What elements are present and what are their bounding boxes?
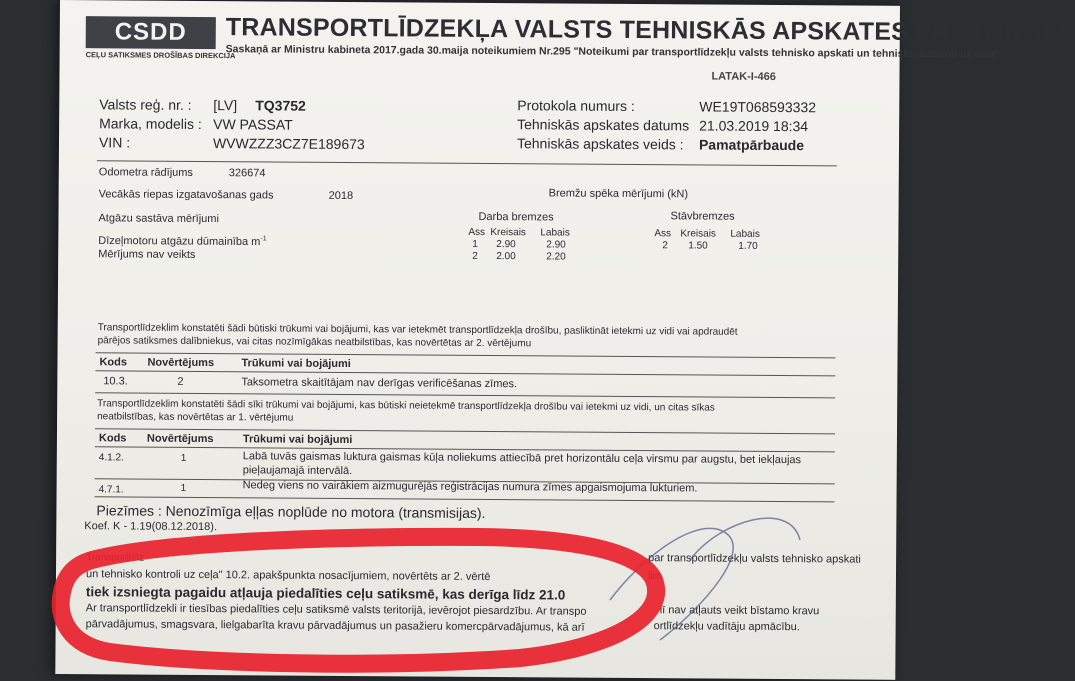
service-r1-axle: 1 [472, 238, 478, 250]
minor-col-code: Kods [98, 432, 127, 445]
minor-row-1-defect-line-2: pieļaujamajā intervālā. [242, 464, 353, 478]
conclusion-line-5b: ortlīdzekļu vadītāju apmācību. [653, 620, 800, 634]
accreditation-stamp: LATAK-I-466 [711, 70, 776, 83]
notes-text: Piezīmes : Nenozīmīga eļļas noplūde no motora (transmisijas). [96, 502, 486, 521]
reg-country: [LV] [213, 97, 238, 114]
odometer-label: Odometra rādījums [98, 166, 193, 179]
minor-intro-line-2: neatbilstības, kas novērtētas ar 1. vērtējumu [97, 411, 294, 424]
major-row-grade: 2 [177, 375, 184, 388]
diesel-smoke-label: Dīzeļmotoru atgāzu dūmainība $m^{-1}$ [98, 234, 267, 249]
service-col-left: Kreisais [490, 227, 527, 239]
divider [97, 160, 837, 166]
service-brakes-title: Darba bremzes [478, 210, 554, 224]
parking-col-axle: Ass [654, 228, 672, 240]
divider [95, 392, 835, 398]
minor-row-2-code: 4.7.1. [98, 484, 124, 496]
protocol-number-label: Protokola numurs : [517, 97, 635, 115]
service-r2-right: 2.20 [546, 251, 566, 263]
inspection-date-label: Tehniskās apskates datums [517, 116, 690, 134]
make-model-label: Marka, modelis : [99, 115, 202, 132]
service-col-axle: Ass [468, 226, 486, 238]
parking-r1-left: 1.50 [688, 240, 708, 252]
document-subtitle: Saskaņā ar Ministru kabineta 2017.gada 30.maija noteikumiem Nr.295 "Noteikumi par transportlīdzekļu valsts tehnisko apskati un tehnisko kontroli uz ceļa" [225, 43, 1001, 61]
brakes-title: Bremžu spēka mērījumi (kN) [548, 187, 689, 201]
major-intro-line-1: Transportlīdzeklim konstatēti šādi būtiski trūkumi vai bojājumi, kas var ietekmēt transportlīdzekļa drošību, pasliktināt ietekmi uz vidi vai apdraudēt [97, 322, 738, 338]
tyres-year-value: 2018 [328, 189, 354, 203]
service-r1-right: 2.90 [546, 239, 566, 251]
major-row-defect: Taksometra skaitītājam nav derīgas verificēšanas zīmes. [241, 376, 518, 391]
vin-value: WVWZZZ3CZ7E189673 [212, 135, 365, 153]
inspection-type-label: Tehniskās apskates veids : [516, 135, 684, 153]
vin-label: VIN : [98, 134, 131, 151]
parking-r1-right: 1.70 [738, 240, 758, 252]
major-row-code: 10.3. [103, 375, 128, 388]
inspection-date-value: 21.03.2019 18:34 [699, 117, 809, 135]
parking-brakes-title: Stāvbremzes [670, 210, 735, 223]
parking-col-left: Kreisais [680, 228, 716, 240]
minor-row-1-code: 4.1.2. [98, 452, 124, 464]
document-title: TRANSPORTLĪDZEKĻA VALSTS TEHNISKĀS APSKATES PROTOKOLS [225, 13, 1075, 48]
minor-row-1-grade: 1 [180, 452, 187, 464]
minor-row-2-grade: 1 [180, 482, 187, 494]
conclusion-line-1b: par transportlīdzekļu valsts tehnisko apskati [648, 552, 861, 566]
make-model-value: VW PASSAT [213, 116, 293, 133]
tyres-year-label: Vecākās riepas izgatavošanas gads [98, 188, 274, 202]
conclusion-line-4a: Ar transportlīdzekli ir tiesības piedalīties ceļu satiksmē valsts teritorijā, ievērojot piesardzību. Ar transpo [85, 602, 587, 618]
odometer-value: 326674 [228, 167, 266, 180]
minor-col-defect: Trūkumi vai bojājumi [242, 433, 353, 447]
parking-col-right: Labais [730, 228, 760, 240]
not-measured-note: Mērījums nav veikts [98, 248, 196, 261]
minor-row-1-defect-line-1: Labā tuvās gaismas luktura gaismas kūļa noliekums attiecībā pret horizontālu ceļa virsmu par augstu, bet iekļaujas [242, 450, 802, 467]
emissions-label: Atgāzu sastāva mērījumi [98, 212, 219, 226]
inspection-type-value: Pamatpārbaude [698, 136, 805, 154]
service-col-right: Labais [540, 227, 570, 239]
major-col-grade: Novērtējums [147, 356, 215, 370]
minor-row-2-defect: Nedeg viens no vairākiem aizmugurējās reģistrācijas numura zīmes apgaismojuma lukturiem. [242, 479, 698, 495]
csdd-logo: CSDD [86, 16, 216, 49]
divider [95, 370, 835, 376]
conclusion-line-1a: Transportlīdz [86, 552, 145, 564]
inspection-protocol-sheet [55, 0, 1075, 680]
divider [95, 496, 835, 502]
conclusion-line-2: un tehnisko kontroli uz ceļa" 10.2. apakšpunkta nosacījumiem, novērtēts ar 2. vērtē [85, 568, 491, 584]
reg-number-label: Valsts reģ. nr. : [99, 96, 192, 113]
conclusion-line-2b: lim [647, 570, 663, 583]
reg-number-value: TQ3752 [255, 97, 306, 114]
major-col-code: Kods [99, 356, 128, 369]
coefficient-text: Koef. K - 1.19(08.12.2018). [84, 520, 218, 534]
minor-intro-line-1: Transportlīdzeklim konstatēti šādi sīki trūkumi vai bojājumi, kas būtiski neietekmē transportlīdzekļa drošību vai ietekmi uz vidi, un citas sīkas [97, 398, 715, 414]
minor-col-grade: Novērtējums [146, 432, 214, 446]
major-intro-line-2: pārējos satiksmes dalībniekus, vai citas nozīmīgākas neatbilstības, kas novērtētas ar 2. vērtējumu [97, 335, 532, 350]
service-r2-axle: 2 [472, 250, 478, 262]
service-r2-left: 2.00 [496, 251, 516, 263]
conclusion-line-5a: pārvadājumus, smagsvara, lielgabarīta kravu pārvadājumus un pasažieru komercpārvadājumus, kā arī [85, 618, 585, 634]
logo-subtitle: CEĻU SATIKSMES DROŠĪBAS DIREKCIJA [85, 50, 236, 61]
service-r1-left: 2.90 [496, 239, 516, 251]
parking-r1-axle: 2 [662, 240, 668, 252]
major-col-defect: Trūkumi vai bojājumi [241, 357, 351, 371]
protocol-number-value: WE19T068593332 [699, 98, 817, 116]
temporary-permit-statement: tiek izsniegta pagaidu atļauja piedalīties ceļu satiksmē, kas derīga līdz 21.0 [85, 584, 566, 603]
conclusion-line-4b: lī nav atļauts veikt bīstamo kravu [659, 604, 820, 618]
